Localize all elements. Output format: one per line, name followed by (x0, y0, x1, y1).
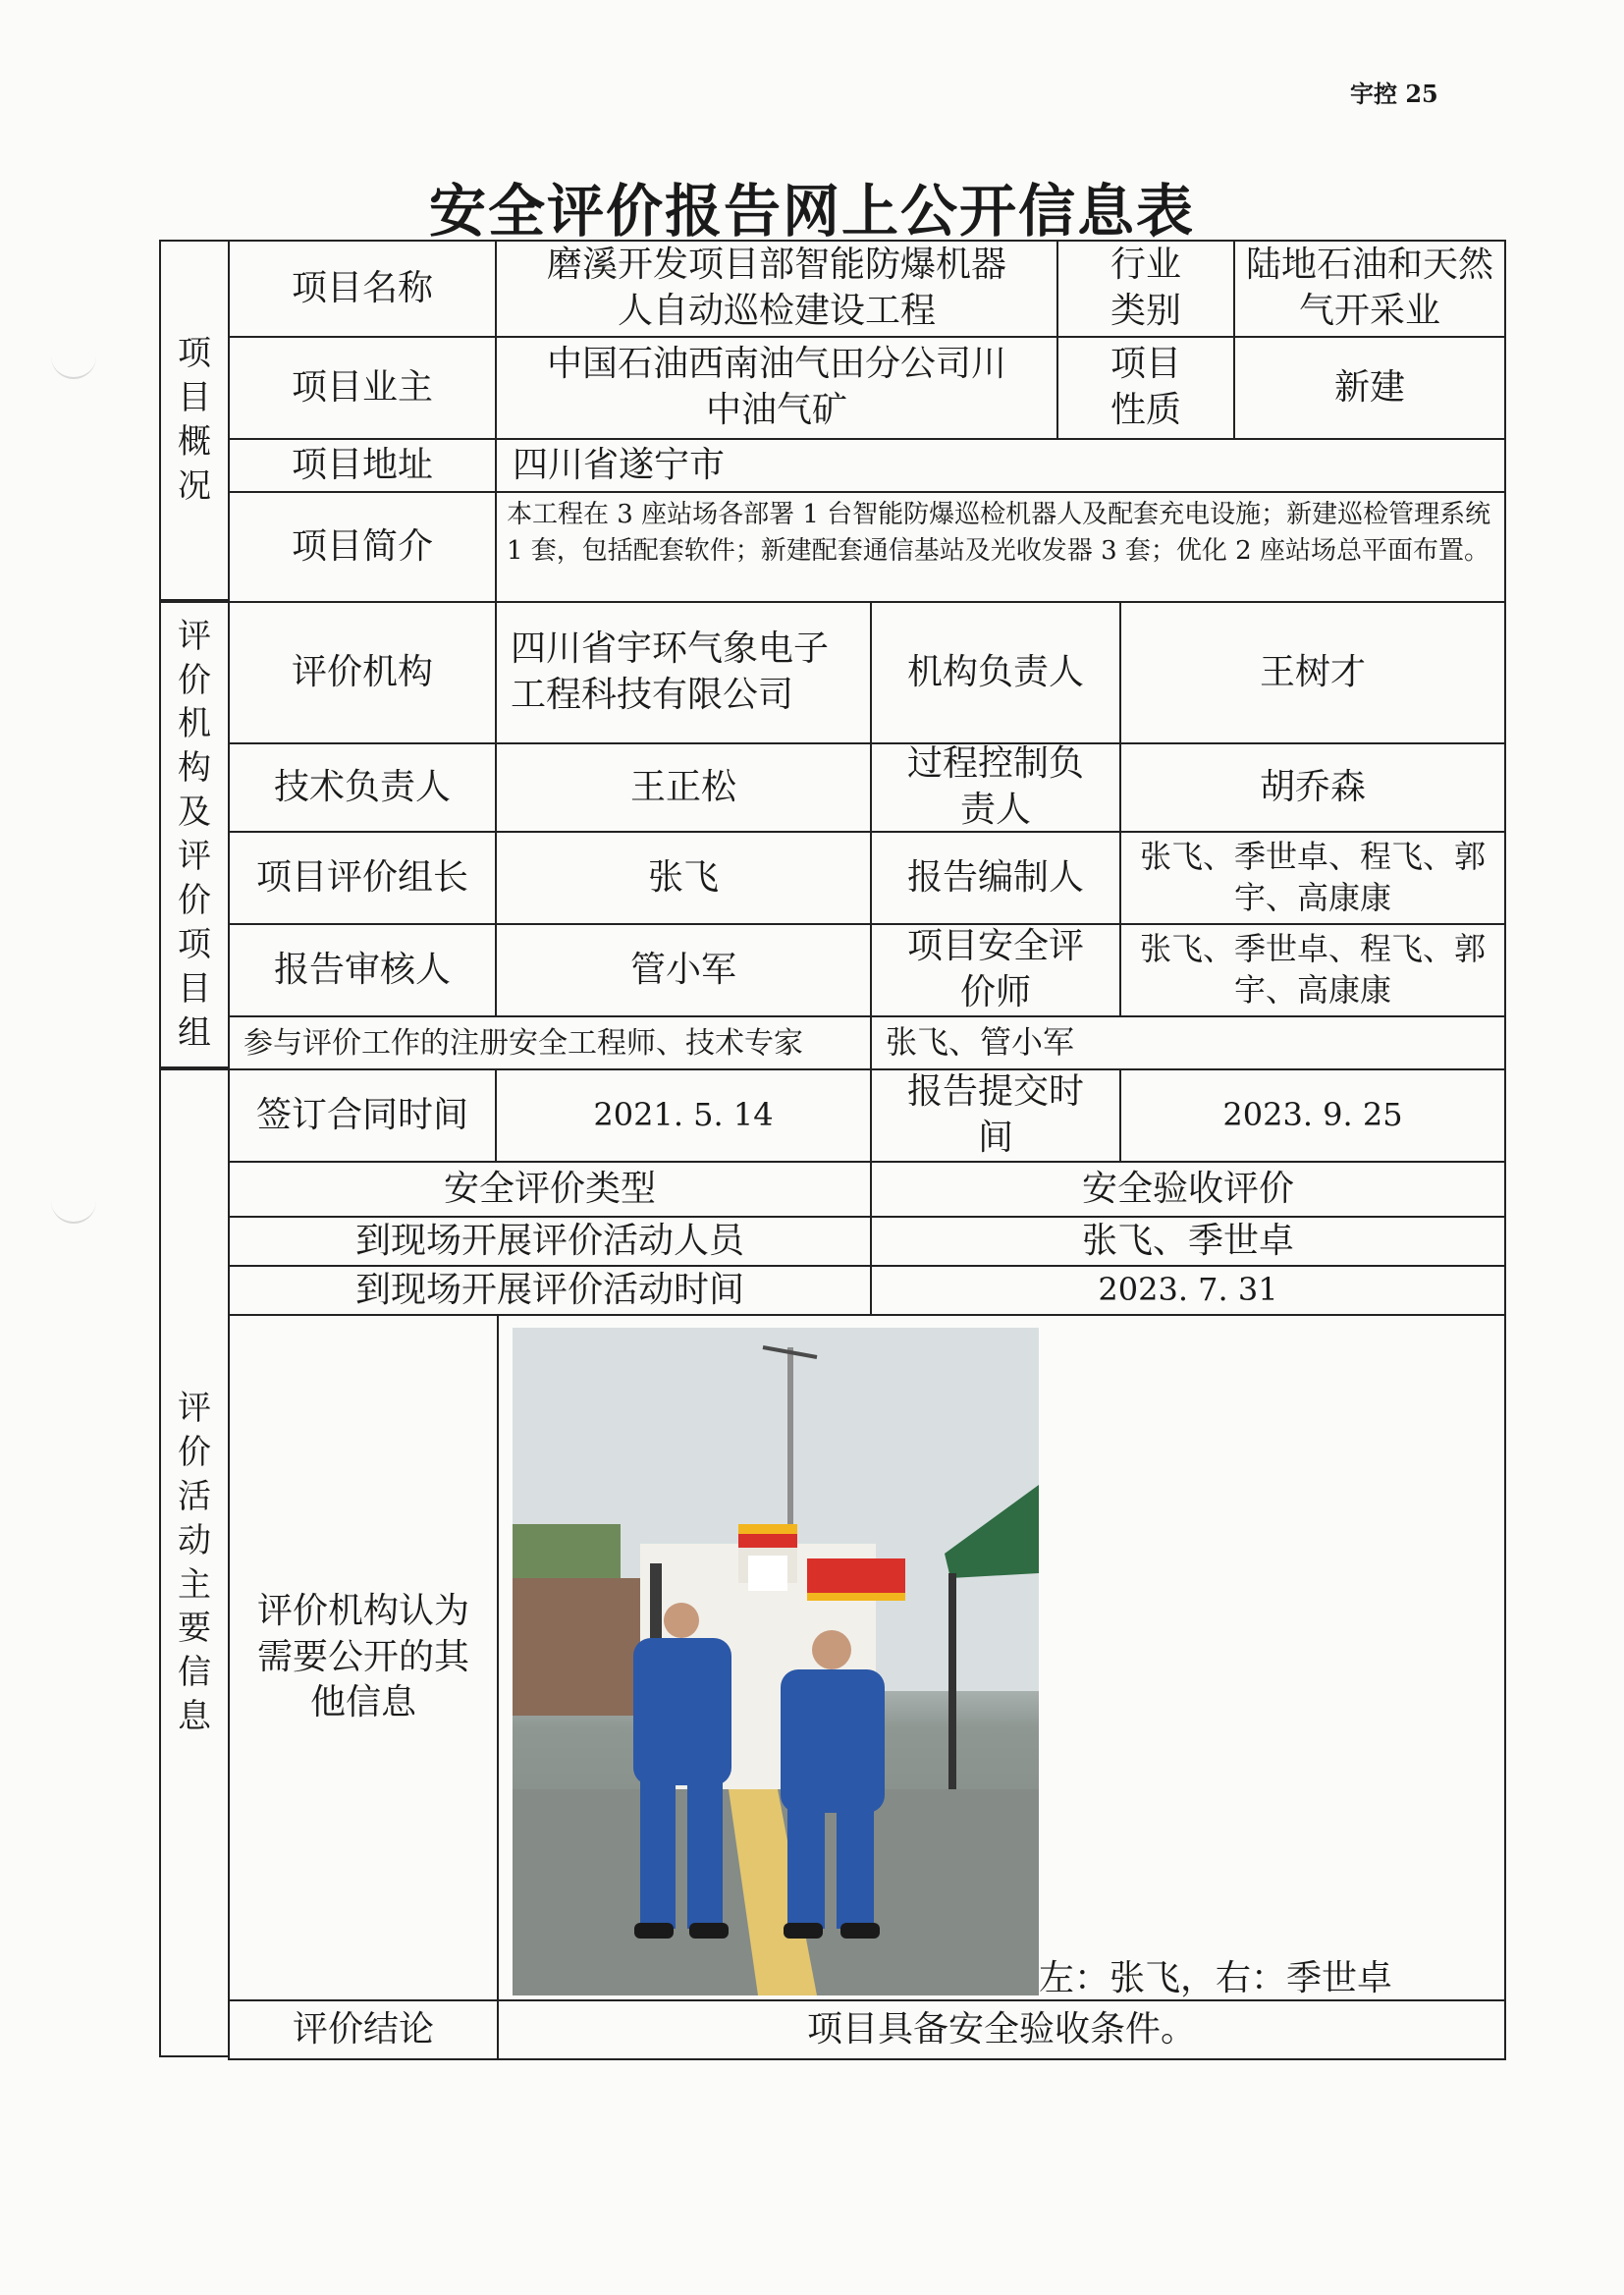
section-char: 构 (178, 748, 211, 789)
project-name-label: 项目名称 (228, 240, 497, 338)
section-char: 项 (178, 924, 211, 964)
section-char: 目 (178, 968, 211, 1009)
process-control-label: 过程控制负责人 (870, 742, 1121, 833)
scan-mark (51, 1188, 96, 1224)
summary-value: 本工程在 3 座站场各部署 1 台智能防爆巡检机器人及配套充电设施；新建巡检管理系统 1 套，包括配套软件；新建配套通信基站及光收发器 3 套；优化 2 座站场总平面布置。 (495, 491, 1506, 603)
section-char: 评 (178, 1389, 211, 1428)
site-photo-illustration (513, 1328, 1039, 1995)
agency-leader-value: 王树才 (1119, 601, 1506, 744)
scan-mark (51, 344, 96, 379)
section-char: 项 (178, 334, 211, 374)
address-value: 四川省遂宁市 (495, 438, 1506, 493)
industry-label: 行业类别 (1056, 240, 1235, 338)
agency-leader-label: 机构负责人 (870, 601, 1121, 744)
photo-caption: 左：张飞，右：季世卓 (1039, 1958, 1393, 1998)
project-name-value: 磨溪开发项目部智能防爆机器人自动巡检建设工程 (495, 240, 1058, 338)
section-char: 息 (178, 1697, 211, 1737)
agency-value: 四川省宇环气象电子工程科技有限公司 (495, 601, 872, 744)
evaluation-type-label: 安全评价类型 (228, 1161, 872, 1218)
document-code: 宇控 25 (1350, 80, 1438, 108)
contract-date-label: 签订合同时间 (228, 1068, 497, 1163)
reviewer-label: 报告审核人 (228, 923, 497, 1017)
conclusion-value: 项目具备安全验收条件。 (497, 1999, 1506, 2060)
agency-label: 评价机构 (228, 601, 497, 744)
section-char: 活 (178, 1476, 211, 1516)
contract-date-value: 2021. 5. 14 (495, 1068, 872, 1163)
section-char: 评 (178, 837, 211, 876)
onsite-time-value: 2023. 7. 31 (870, 1265, 1506, 1316)
summary-label: 项目简介 (228, 491, 497, 603)
section-char: 价 (178, 660, 211, 700)
section-activity-info (159, 1068, 230, 2057)
onsite-time-label: 到现场开展评价活动时间 (228, 1265, 872, 1316)
submit-date-label: 报告提交时间 (870, 1068, 1121, 1163)
section-char: 价 (178, 880, 211, 920)
report-author-value: 张飞、季世卓、程飞、郭宇、高康康 (1119, 831, 1506, 925)
nature-label: 项目性质 (1056, 336, 1235, 440)
group-lead-label: 项目评价组长 (228, 831, 497, 925)
experts-label: 参与评价工作的注册安全工程师、技术专家 (228, 1015, 872, 1070)
group-lead-value: 张飞 (495, 831, 872, 925)
section-char: 概 (178, 422, 211, 462)
section-char: 机 (178, 704, 211, 744)
project-owner-value: 中国石油西南油气田分公司川中油气矿 (495, 336, 1058, 440)
industry-value: 陆地石油和天然气开采业 (1233, 240, 1506, 338)
safety-evaluator-label: 项目安全评价师 (870, 923, 1121, 1017)
section-char: 况 (178, 465, 211, 506)
other-info-label: 评价机构认为需要公开的其他信息 (228, 1314, 499, 2001)
section-char: 组 (178, 1012, 211, 1053)
report-author-label: 报告编制人 (870, 831, 1121, 925)
section-char: 要 (178, 1609, 211, 1649)
document-title: 安全评价报告网上公开信息表 (428, 178, 1195, 245)
evaluation-type-value: 安全验收评价 (870, 1161, 1506, 1218)
safety-evaluator-value: 张飞、季世卓、程飞、郭宇、高康康 (1119, 923, 1506, 1017)
project-owner-label: 项目业主 (228, 336, 497, 440)
section-char: 评 (178, 616, 211, 656)
section-project-overview (159, 240, 230, 601)
section-evaluation-org (159, 601, 230, 1068)
onsite-staff-label: 到现场开展评价活动人员 (228, 1216, 872, 1267)
onsite-staff-value: 张飞、季世卓 (870, 1216, 1506, 1267)
process-control-value: 胡乔森 (1119, 742, 1506, 833)
section-char: 动 (178, 1520, 211, 1560)
section-char: 目 (178, 378, 211, 418)
section-char: 信 (178, 1653, 211, 1693)
tech-lead-label: 技术负责人 (228, 742, 497, 833)
tech-lead-value: 王正松 (495, 742, 872, 833)
reviewer-value: 管小军 (495, 923, 872, 1017)
section-char: 价 (178, 1432, 211, 1472)
conclusion-label: 评价结论 (228, 1999, 499, 2060)
submit-date-value: 2023. 9. 25 (1119, 1068, 1506, 1163)
nature-value: 新建 (1233, 336, 1506, 440)
section-char: 及 (178, 792, 211, 833)
site-photo (513, 1328, 1039, 1995)
experts-value: 张飞、管小军 (870, 1015, 1506, 1070)
address-label: 项目地址 (228, 438, 497, 493)
section-char: 主 (178, 1564, 211, 1605)
